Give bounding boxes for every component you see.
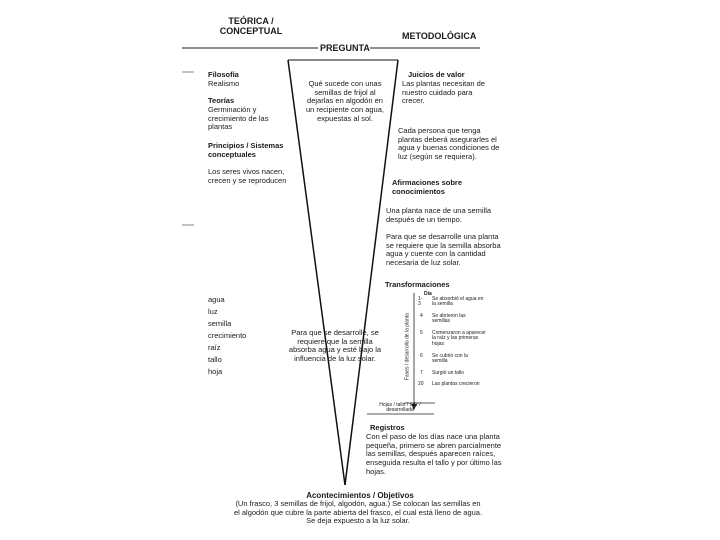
records-title: Registros [370,423,405,432]
events-title: Acontecimientos / Objetivos [306,491,414,500]
value-judgments-title: Juicios de valor [408,70,465,79]
concept-item: agua [208,295,225,304]
transform-step: Se abrieron las semillas [432,313,466,325]
v-right-arm [345,60,398,485]
value-note: Cada persona que tenga plantas deberá asegurarles el agua y buenas condiciones de luz (según se requiera). [398,126,500,161]
records-text: Con el paso de los días nace una planta pequeña, primero se abren parcialmente las semillas, después aparecen raíces, enseguida resulta el tallo y por último las hojas. [366,432,502,476]
transform-day: 1-3 [418,296,423,308]
question-text: Qué sucede con unas semillas de frijol al dejarlas en algodón en un recipiente con agua, expuestas al sol. [306,79,384,123]
philosophy-text: Realismo [208,79,240,88]
events-text: (Un frasco, 3 semillas de frijol, algodón, agua.) Se colocan las semillas en el algodón que cubre la parte abierta del frasco, el cual está lleno de agua. Se deja expuesto a la luz solar. [233,499,483,526]
theories-title: Teorías [208,96,235,105]
transform-axis-label: Fases / desarrollo de la planta [404,313,411,381]
knowledge-claims-title: Afirmaciones sobre conocimientos [392,178,463,196]
concept-item: semilla [208,319,232,328]
transform-footer: Hojas / tallo / raíz / desarrollada [379,402,421,414]
v-left-arm [288,60,345,485]
middle-note: Para que se desarrolle, se requiere que la semilla absorba agua y esté bajo la influencia de la luz solar. [288,328,382,363]
left-title: TEÓRICA / CONCEPTUAL [219,16,283,37]
transform-col-header: Día [424,291,432,297]
transform-day: 20 [418,381,424,387]
transform-step: Las plantas crecieron [432,381,480,387]
concept-item: raíz [208,343,221,352]
transform-day: 4 [420,313,423,319]
transform-step: Comenzaron a aparecer la raíz y las primeras hojas [432,330,486,347]
transform-day: 6 [420,353,423,359]
concept-item: hoja [208,367,223,376]
transform-step: Se cubrió con la semilla [432,353,468,365]
transform-step: Surgió un tallo [432,370,464,376]
transform-day: 7 [420,370,423,376]
concept-item: luz [208,307,218,316]
value-judgments-text: Las plantas necesitan de nuestro cuidado para crecer. [402,79,485,106]
question-label: PREGUNTA [320,43,370,53]
theories-text: Germinación y crecimiento de las plantas [208,105,269,132]
principles-title: Principios / Sistemas conceptuales [208,141,284,159]
transformations-title: Transformaciones [385,280,450,289]
philosophy-title: Filosofía [208,70,239,79]
concept-item: tallo [208,355,222,364]
principles-text: Los seres vivos nacen, crecen y se reproducen [208,167,287,185]
transform-day: 5 [420,330,423,336]
right-title: METODOLÓGICA [402,31,477,41]
knowledge-claim: Para que se desarrolle una planta se requiere que la semilla absorba agua y cuente con la cantidad necesaria de luz solar. [386,232,501,267]
concept-item: crecimiento [208,331,247,340]
transform-step: Se absorbió el agua en la semilla [432,296,484,308]
knowledge-claim: Una planta nace de una semilla después de un tiempo. [386,206,492,224]
